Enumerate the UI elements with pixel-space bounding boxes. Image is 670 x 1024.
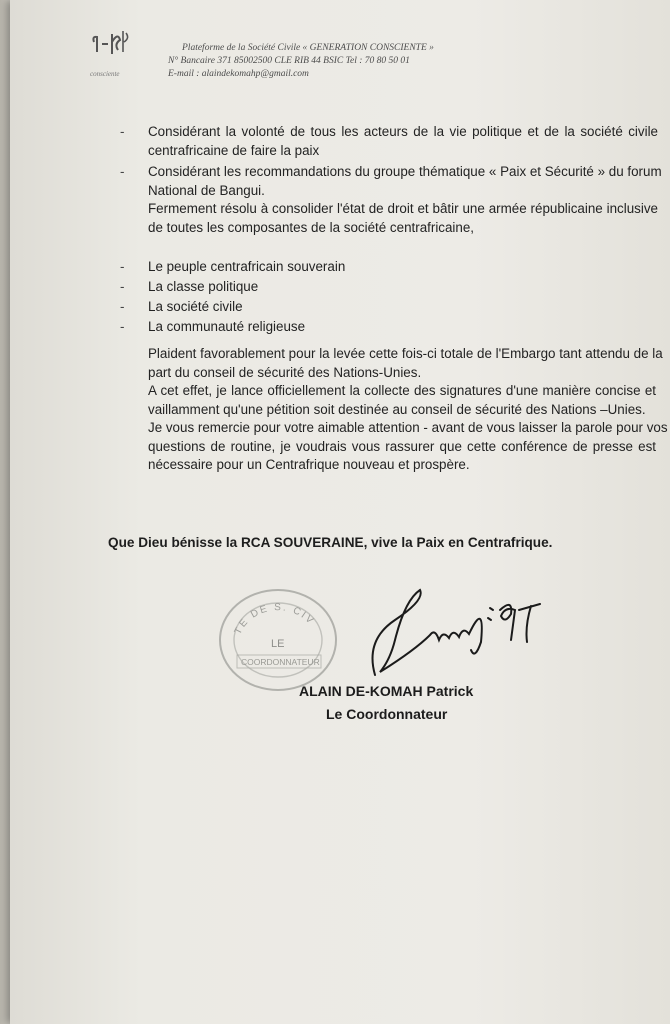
actor-label: Le peuple centrafricain souverain bbox=[148, 259, 346, 274]
letterhead-bank-details: N° Bancaire 371 85002500 CLE RIB 44 BSIC Tel : 70 80 50 01 bbox=[168, 56, 410, 66]
text-line: vaillamment qu'une pétition soit destinée au conseil de sécurité des Nations –Unies. bbox=[148, 401, 646, 417]
text-line: A cet effet, je lance officiellement la collecte des signatures d'une manière concise et bbox=[148, 383, 656, 398]
closing-statement: Que Dieu bénisse la RCA SOUVERAINE, vive la Paix en Centrafrique. bbox=[108, 535, 553, 550]
svg-text:TE DE S. CIV bbox=[233, 602, 317, 636]
dash-marker: - bbox=[120, 299, 125, 314]
text-line: part du conseil de sécurité des Nations-Unies. bbox=[148, 364, 422, 380]
consideration-text bbox=[148, 163, 662, 237]
text-line: Plaident favorablement pour la levée cette fois-ci totale de l'Embargo tant attendu de la bbox=[148, 346, 663, 361]
logo-caption: consciente bbox=[90, 70, 120, 78]
letterhead-email: E-mail : alaindekomahp@gmail.com bbox=[168, 69, 309, 79]
signatory-title: Le Coordonnateur bbox=[326, 706, 448, 722]
dash-marker: - bbox=[120, 319, 125, 334]
text-line: nécessaire pour un Centrafrique nouveau et prospère. bbox=[148, 457, 470, 472]
actor-label: La classe politique bbox=[148, 279, 259, 294]
dash-marker: - bbox=[120, 279, 125, 294]
stamp-center-text: LE bbox=[271, 638, 285, 650]
text-line: centrafricaine de faire la paix bbox=[148, 142, 320, 158]
signatory-name: ALAIN DE-KOMAH Patrick bbox=[299, 683, 474, 699]
organization-logo bbox=[90, 28, 136, 58]
text-line: Considérant les recommandations du groupe thématique « Paix et Sécurité » du forum bbox=[148, 164, 662, 179]
document-page bbox=[10, 0, 670, 1024]
stamp-arc-text: TE DE S. CIV bbox=[232, 602, 317, 637]
letterhead-organization: Plateforme de la Société Civile « GENERATION CONSCIENTE » bbox=[182, 43, 434, 53]
handwritten-signature bbox=[335, 580, 545, 680]
text-line: Fermement résolu à consolider l'état de droit et bâtir une armée républicaine inclusive bbox=[148, 201, 658, 216]
letterhead-lines bbox=[168, 42, 434, 81]
dash-marker: - bbox=[120, 164, 125, 179]
main-paragraph bbox=[148, 345, 668, 475]
text-line: de toutes les composantes de la société centrafricaine, bbox=[148, 219, 475, 235]
dash-marker: - bbox=[120, 124, 125, 139]
text-line: questions de routine, je voudrais vous rassurer que cette conférence de presse est bbox=[148, 438, 656, 454]
stamp-band-text: COORDONNATEUR bbox=[241, 657, 320, 667]
actor-label: La communauté religieuse bbox=[148, 319, 306, 334]
text-line: National de Bangui. bbox=[148, 182, 265, 198]
official-stamp bbox=[215, 585, 341, 695]
text-line: Considérant la volonté de tous les acteurs de la vie politique et de la société civile bbox=[148, 124, 658, 139]
letterhead bbox=[90, 22, 510, 92]
dash-marker: - bbox=[120, 259, 125, 274]
actor-label: La société civile bbox=[148, 299, 243, 314]
consideration-text bbox=[148, 123, 658, 160]
text-line: Je vous remercie pour votre aimable attention - avant de vous laisser la parole pour vos bbox=[148, 420, 668, 435]
